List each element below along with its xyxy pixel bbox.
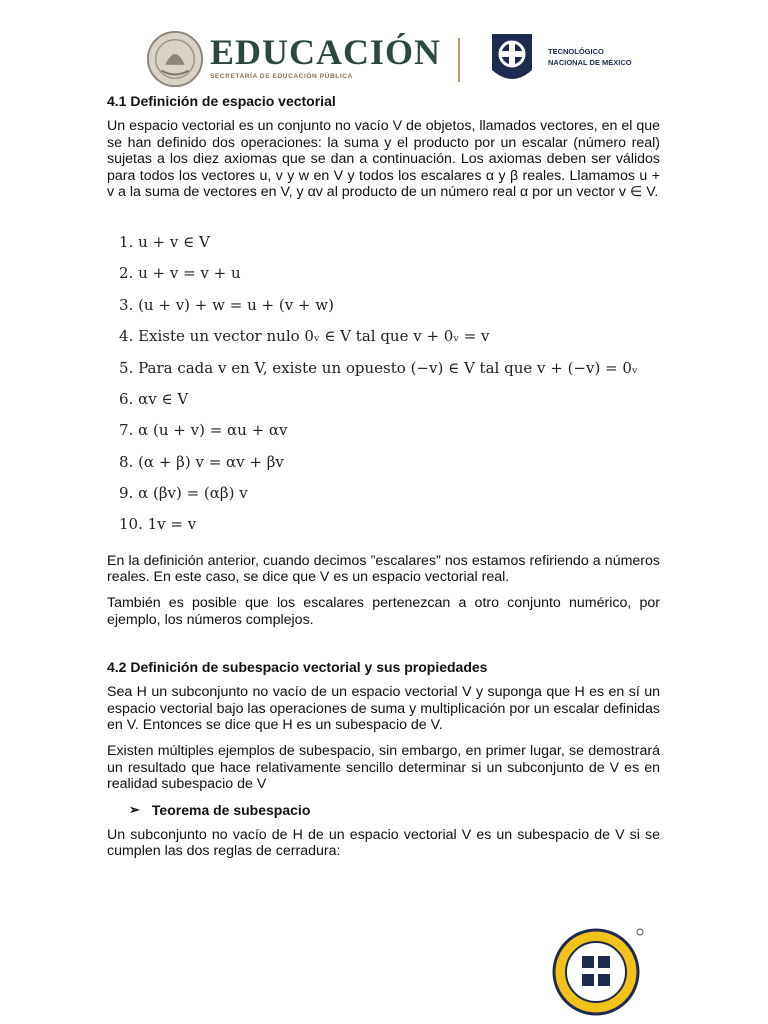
section1-para3: También es posible que los escalares pertenezcan a otro conjunto numérico, por ejemplo, los números complejos. xyxy=(107,595,660,628)
tecnm-line1: TECNOLÓGICO xyxy=(548,47,604,56)
axiom-list xyxy=(119,227,660,541)
document-body xyxy=(107,92,660,869)
theorem-heading xyxy=(129,802,660,818)
axiom-item: 6. αv ∈ V xyxy=(119,389,189,408)
axiom-item: 9. α (βv) = (αβ) v xyxy=(119,484,248,503)
axiom-item: 10. 1v = v xyxy=(119,515,197,534)
axiom-item: 3. (u + v) + w = u + (v + w) xyxy=(119,295,334,314)
institute-seal-icon xyxy=(550,926,646,1016)
axiom-item: 2. u + v = v + u xyxy=(119,264,241,283)
tecnm-line2: NACIONAL DE MÉXICO xyxy=(548,58,632,67)
section1-title: 4.1 Definición de espacio vectorial xyxy=(107,93,336,109)
section2-para2: Existen múltiples ejemplos de subespacio, sin embargo, en primer lugar, se demostrará un resultado que hace relativamente sencillo determinar si un subconjunto de V es en realidad subespacio de V xyxy=(107,743,660,793)
axiom-item: 7. α (u + v) = αu + αv xyxy=(119,421,288,440)
brand-subtitle: SECRETARÍA DE EDUCACIÓN PÚBLICA xyxy=(210,73,353,80)
section1-para2: En la definición anterior, cuando decimos ”escalares” nos estamos refiriendo a números reales. En este caso, se dice que V es un espacio vectorial real. xyxy=(107,552,660,586)
axiom-item: 8. (α + β) v = αv + βv xyxy=(119,452,284,471)
arrow-bullet-icon: ➢ xyxy=(129,801,140,817)
page-header xyxy=(140,26,640,96)
tecnm-gear-icon xyxy=(486,30,538,88)
education-brand xyxy=(210,32,441,80)
section2-para1: Sea H un subconjunto no vacío de un espacio vectorial V y suponga que H es en sí un espacio vectorial bajo las operaciones de suma y multiplicación por un escalar definidas en V. Entonces se dice que H es un subespacio de V. xyxy=(107,684,660,734)
axiom-item: 1. u + v ∈ V xyxy=(119,232,210,251)
section2-title: 4.2 Definición de subespacio vectorial y sus propiedades xyxy=(107,659,488,676)
brand-title: EDUCACIÓN xyxy=(210,32,442,72)
mexico-seal-icon xyxy=(146,30,204,88)
section1-intro: Un espacio vectorial es un conjunto no vacío V de objetos, llamados vectores, en el que se han definido dos operaciones: la suma y el producto por un escalar (número real) sujetas a los diez axiomas que se dan a continuación. Los axiomas deben ser válidos para todos los vectores u, v y w en V y todos los escalares α y β reales. Llamamos u + v a la suma de vectores en V, y αv al producto de un número real α por un vector v ∈ V. xyxy=(107,118,660,201)
tecnm-name xyxy=(548,46,632,68)
header-divider xyxy=(458,38,460,82)
section2 xyxy=(107,658,660,860)
section2-para3: Un subconjunto no vacío de H de un espacio vectorial V es un subespacio de V si se cumplen las dos reglas de cerradura: xyxy=(107,826,660,860)
axiom-item: 5. Para cada v en V, existe un opuesto (−v) ∈ V tal que v + (−v) = 0ᵥ xyxy=(119,358,638,377)
axiom-item: 4. Existe un vector nulo 0ᵥ ∈ V tal que v + 0ᵥ = v xyxy=(119,327,490,346)
theorem-title: Teorema de subespacio xyxy=(151,801,311,818)
